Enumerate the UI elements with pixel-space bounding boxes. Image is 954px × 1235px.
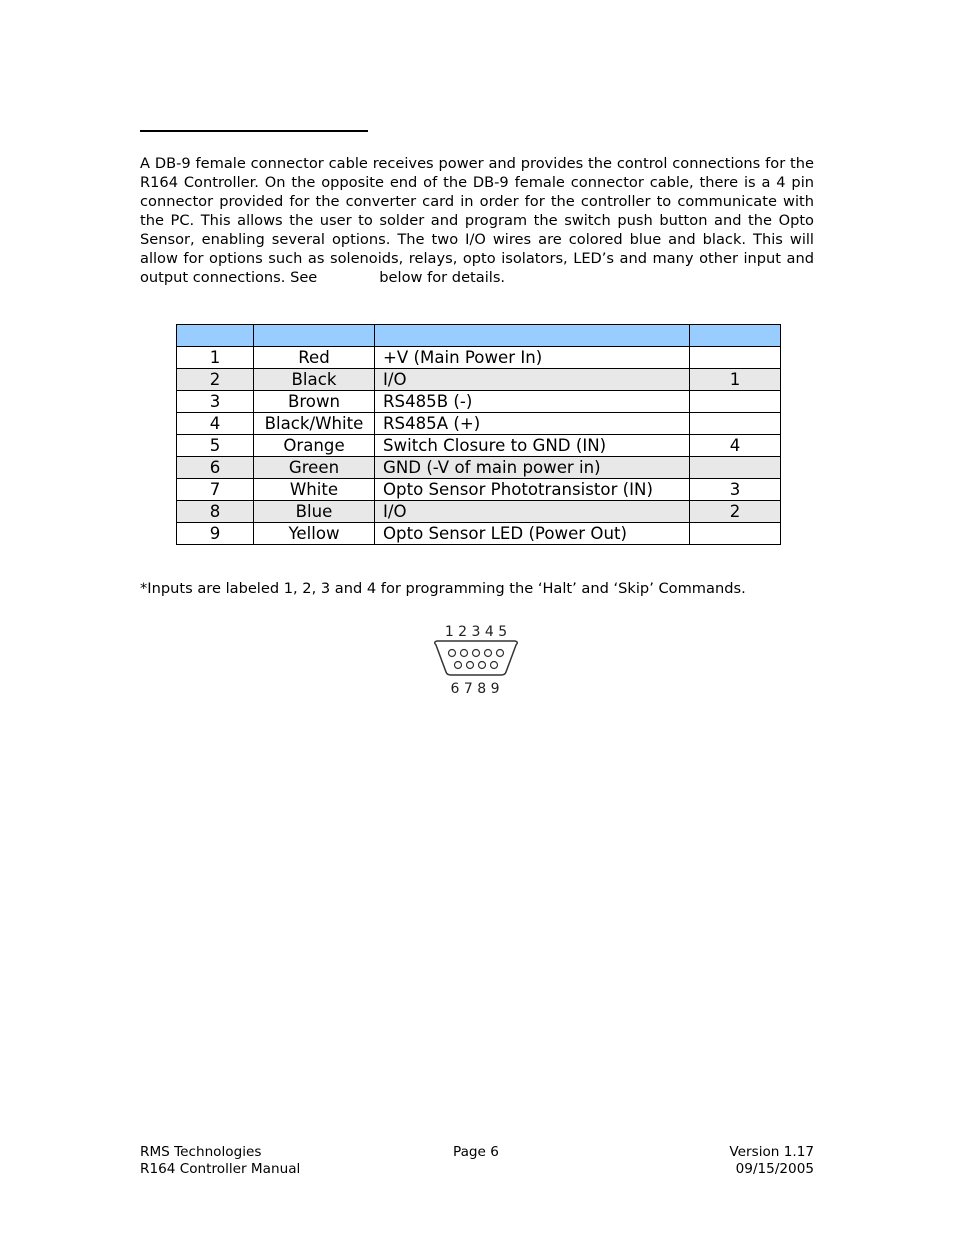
intro-paragraph: [140, 154, 814, 287]
table-row: [177, 369, 781, 391]
pin-cell: 9: [177, 523, 254, 545]
input-cell: 1: [690, 369, 781, 391]
header-cell: [375, 325, 690, 347]
input-cell: [690, 347, 781, 369]
header-cell: [177, 325, 254, 347]
wire-color-cell: Brown: [254, 391, 375, 413]
pin-hole-8: [479, 662, 486, 669]
pin-hole-6: [455, 662, 462, 669]
intro-text-part2: below for details.: [379, 269, 506, 286]
wire-color-cell: Orange: [254, 435, 375, 457]
function-cell: Opto Sensor LED (Power Out): [375, 523, 690, 545]
section-heading-rule: [140, 130, 368, 132]
function-cell: I/O: [375, 369, 690, 391]
db9-shell-outline: [435, 641, 518, 675]
footer-manual-title: R164 Controller Manual: [140, 1161, 301, 1177]
function-cell: GND (-V of main power in): [375, 457, 690, 479]
pinout-table: [176, 324, 781, 545]
pin-cell: 1: [177, 347, 254, 369]
function-cell: RS485A (+): [375, 413, 690, 435]
function-cell: RS485B (-): [375, 391, 690, 413]
input-cell: 2: [690, 501, 781, 523]
header-cell: [690, 325, 781, 347]
db9-connector-diagram: [428, 618, 528, 702]
pin-cell: 4: [177, 413, 254, 435]
input-cell: [690, 413, 781, 435]
pin-cell: 3: [177, 391, 254, 413]
wire-color-cell: White: [254, 479, 375, 501]
wire-color-cell: Green: [254, 457, 375, 479]
wire-color-cell: Black: [254, 369, 375, 391]
pin-cell: 6: [177, 457, 254, 479]
wire-color-cell: Red: [254, 347, 375, 369]
wire-color-cell: Black/White: [254, 413, 375, 435]
intro-text-part1: A DB-9 female connector cable receives power and provides the control connections for the R164 Controller. On the opposite end of the DB-9 female connector cable, there is a 4 pin connector provided for the converter card in order for the controller to communicate with the PC. This allows the user to solder and program the switch push button and the Opto Sensor, enabling several options. The two I/O wires are colored blue and black. This will allow for options such as solenoids, relays, opto isolators, LED’s and many other input and output connections. See: [140, 155, 814, 286]
pin-hole-1: [449, 650, 456, 657]
inputs-note: *Inputs are labeled 1, 2, 3 and 4 for programming the ‘Halt’ and ‘Skip’ Commands.: [140, 580, 746, 597]
wire-color-cell: Yellow: [254, 523, 375, 545]
footer-right: [729, 1144, 814, 1178]
input-cell: [690, 523, 781, 545]
footer-left: [140, 1144, 300, 1178]
input-cell: [690, 457, 781, 479]
footer-company: RMS Technologies: [140, 1144, 262, 1160]
db9-pin-holes: [449, 650, 504, 669]
footer-version: Version 1.17: [729, 1144, 814, 1160]
footer-date: 09/15/2005: [735, 1161, 814, 1177]
input-cell: [690, 391, 781, 413]
function-cell: I/O: [375, 501, 690, 523]
input-cell: 4: [690, 435, 781, 457]
header-cell: [254, 325, 375, 347]
pin-hole-5: [497, 650, 504, 657]
table-row: [177, 435, 781, 457]
db9-top-pin-labels: 1 2 3 4 5: [444, 624, 508, 640]
table-row: [177, 391, 781, 413]
pin-hole-7: [467, 662, 474, 669]
footer-page-number: Page 6: [453, 1144, 499, 1160]
function-cell: +V (Main Power In): [375, 347, 690, 369]
function-cell: Opto Sensor Phototransistor (IN): [375, 479, 690, 501]
table-row: [177, 457, 781, 479]
table-row: [177, 413, 781, 435]
pin-cell: 8: [177, 501, 254, 523]
pin-hole-2: [461, 650, 468, 657]
table-row: [177, 479, 781, 501]
wire-color-cell: Blue: [254, 501, 375, 523]
db9-bottom-pin-labels: 6 7 8 9: [450, 681, 500, 697]
pin-hole-9: [491, 662, 498, 669]
pin-hole-3: [473, 650, 480, 657]
pin-cell: 2: [177, 369, 254, 391]
pin-cell: 7: [177, 479, 254, 501]
table-header-row: [177, 325, 781, 347]
input-cell: 3: [690, 479, 781, 501]
function-cell: Switch Closure to GND (IN): [375, 435, 690, 457]
table-row: [177, 501, 781, 523]
pin-cell: 5: [177, 435, 254, 457]
pin-hole-4: [485, 650, 492, 657]
table-row: [177, 347, 781, 369]
table-row: [177, 523, 781, 545]
